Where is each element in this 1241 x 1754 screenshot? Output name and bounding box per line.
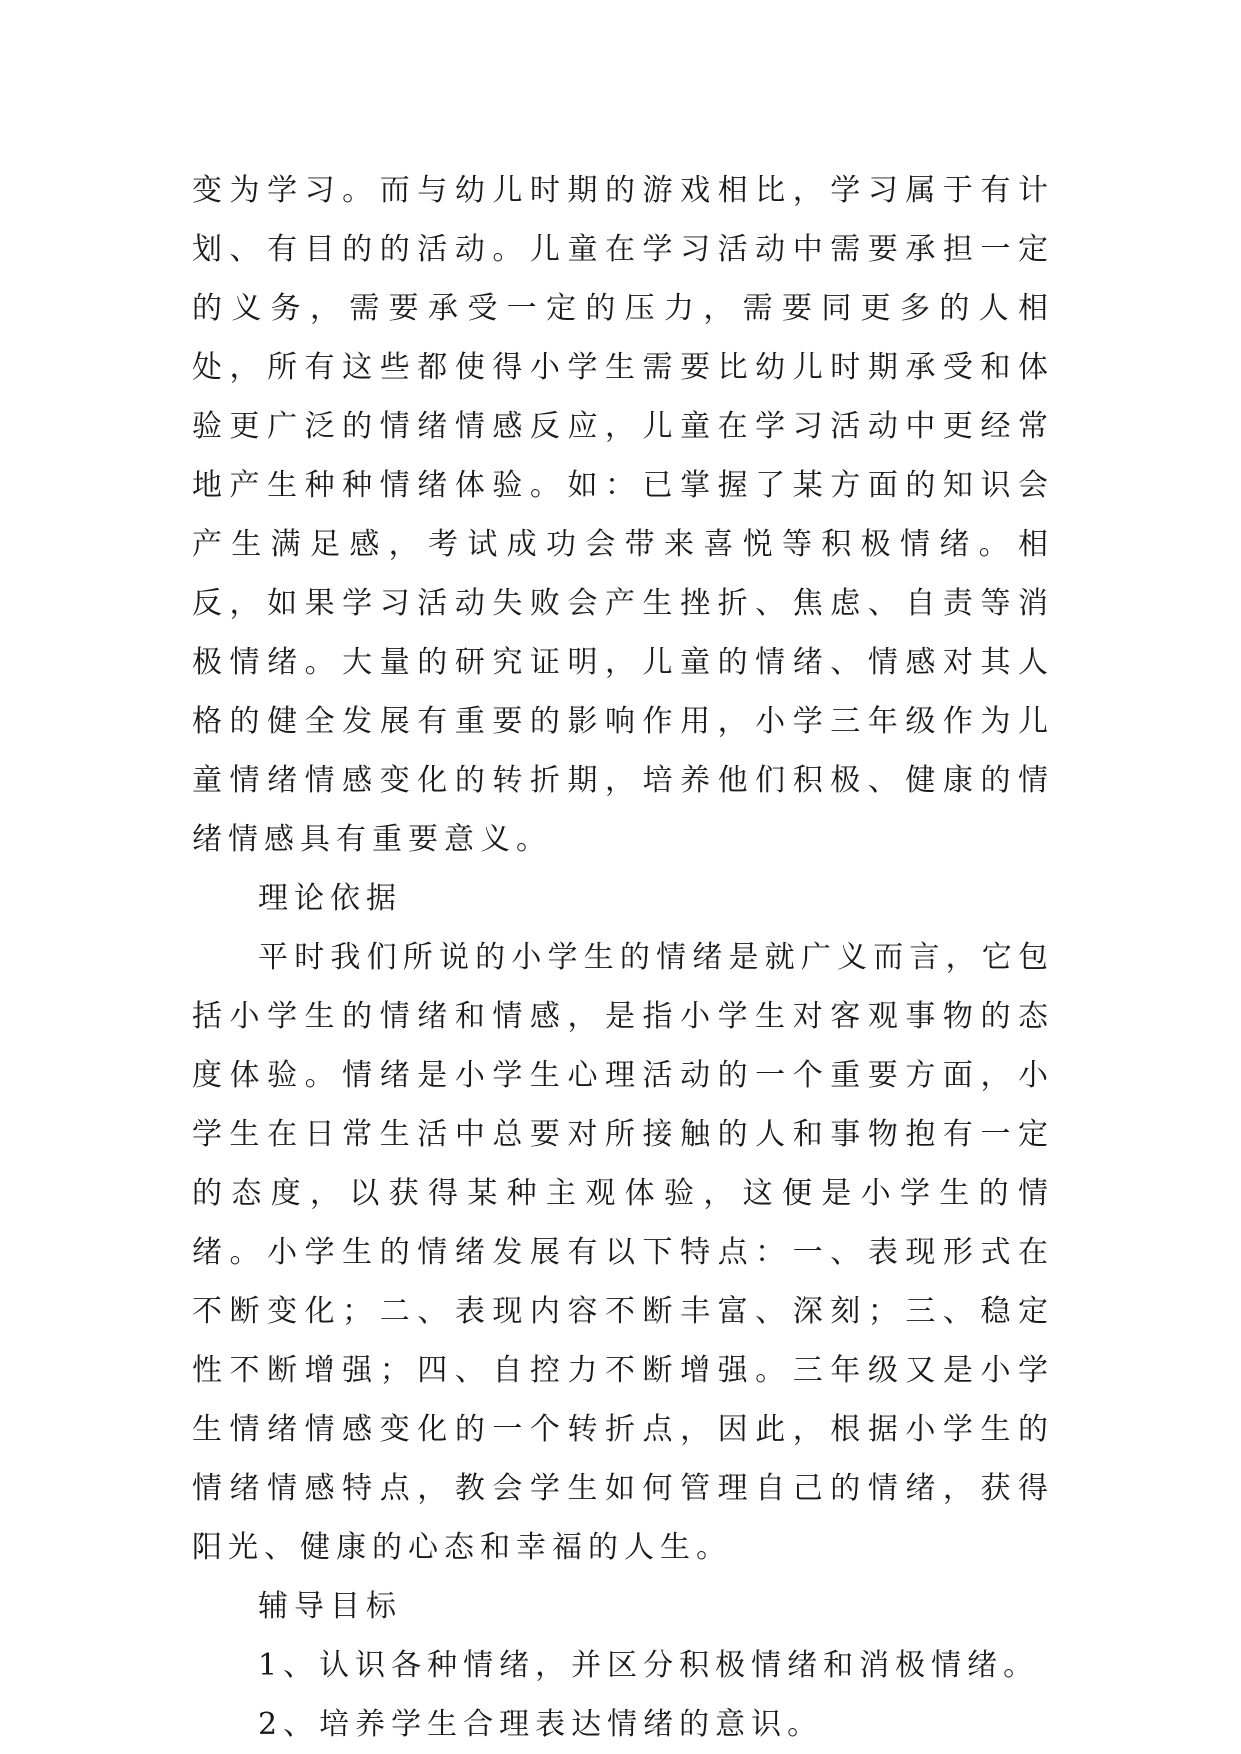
goal-item-1: 1、认识各种情绪，并区分积极情绪和消极情绪。: [258, 1648, 1040, 1683]
document-body: [192, 161, 1054, 1754]
paragraph-intro-continued: 变为学习。而与幼儿时期的游戏相比，学习属于有计划、有目的的活动。儿童在学习活动中需要承担一定的义务，需要承受一定的压力，需要同更多的人相处，所有这些都使得小学生需要比幼儿时期承受和体验更广泛的情绪情感反应，儿童在学习活动中更经常地产生种种情绪体验。如：已掌握了某方面的知识会产生满足感，考试成功会带来喜悦等积极情绪。相反，如果学习活动失败会产生挫折、焦虑、自责等消极情绪。大量的研究证明，儿童的情绪、情感对其人格的健全发展有重要的影响作用，小学三年级作为儿童情绪情感变化的转折期，培养他们积极、健康的情绪情感具有重要意义。: [192, 173, 1054, 857]
section-heading-goals: 辅导目标: [258, 1589, 402, 1624]
section-heading-theory: 理论依据: [258, 881, 402, 916]
goal-item-2: 2、培养学生合理表达情绪的意识。: [258, 1707, 824, 1742]
paragraph-theory: 平时我们所说的小学生的情绪是就广义而言，它包括小学生的情绪和情感，是指小学生对客观事物的态度体验。情绪是小学生心理活动的一个重要方面，小学生在日常生活中总要对所接触的人和事物抱有一定的态度，以获得某种主观体验，这便是小学生的情绪。小学生的情绪发展有以下特点：一、表现形式在不断变化；二、表现内容不断丰富、深刻；三、稳定性不断增强；四、自控力不断增强。三年级又是小学生情绪情感变化的一个转折点，因此，根据小学生的情绪情感特点，教会学生如何管理自己的情绪，获得阳光、健康的心态和幸福的人生。: [192, 940, 1054, 1565]
